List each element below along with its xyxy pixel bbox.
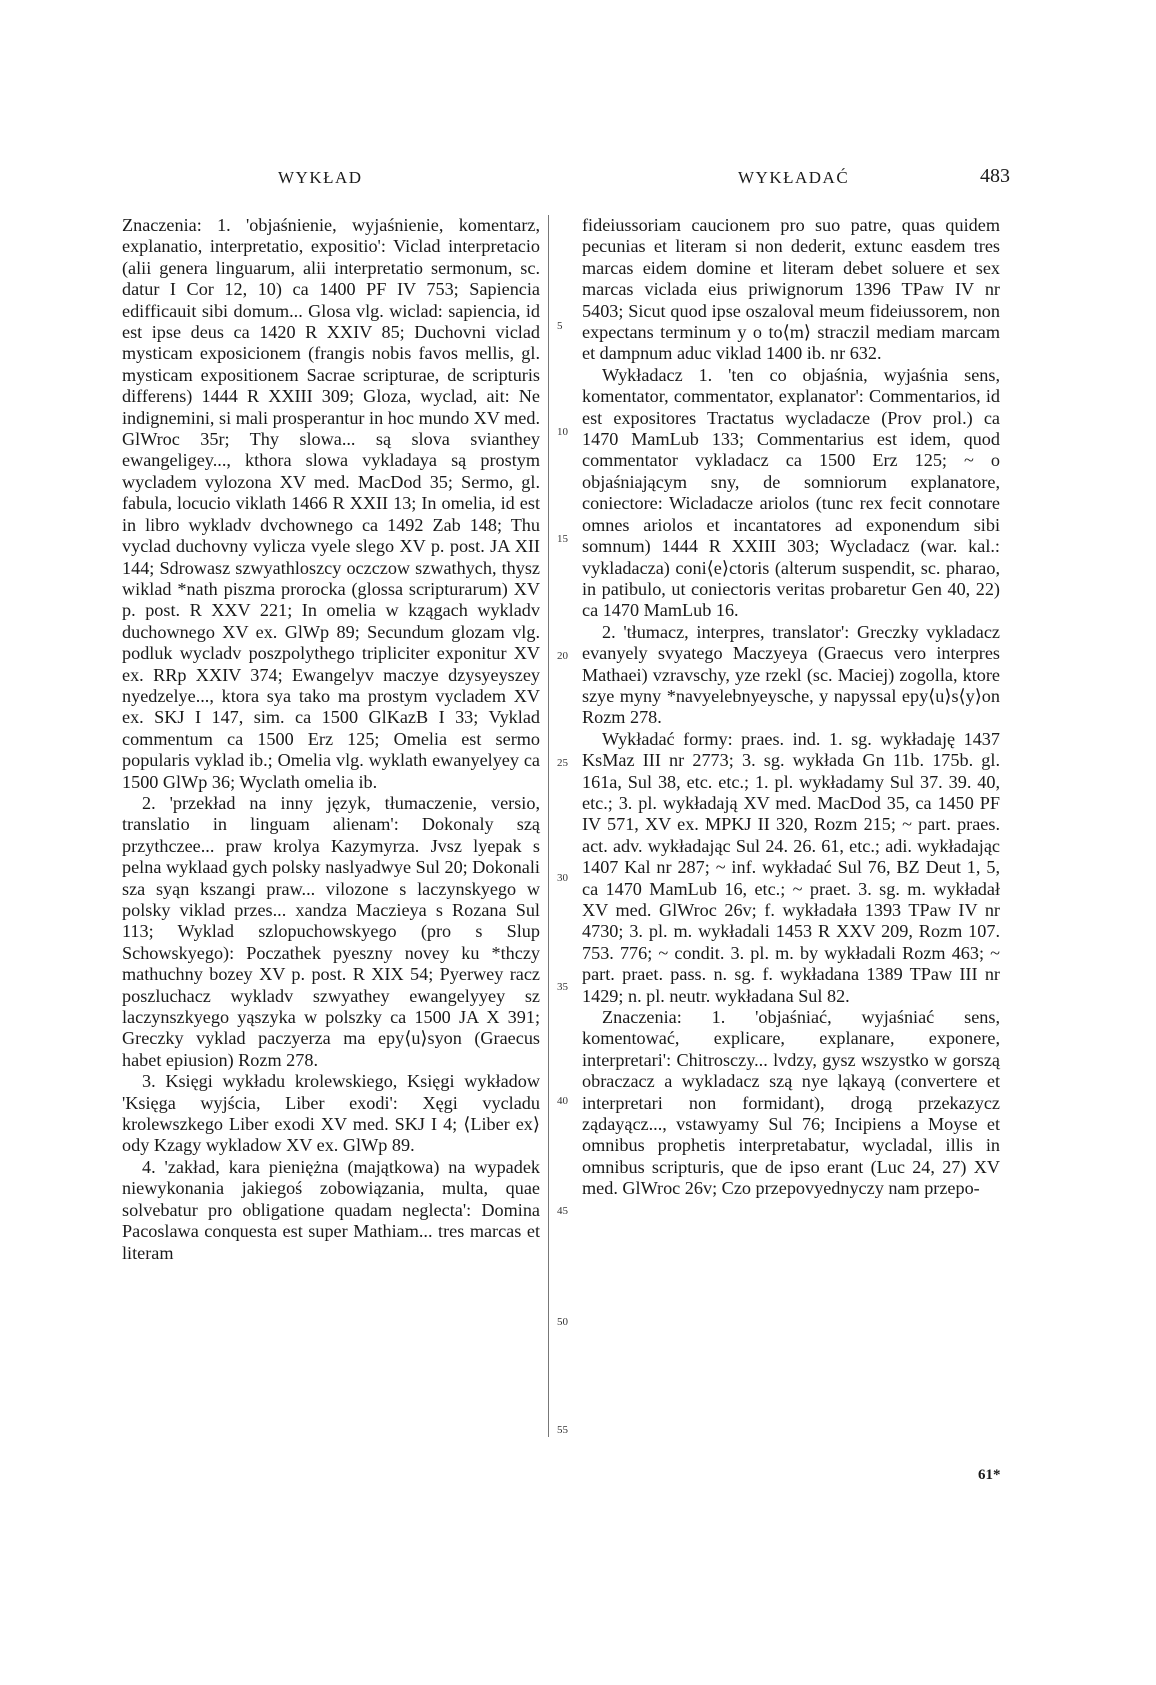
entry-paragraph: Wykładać formy: praes. ind. 1. sg. wykładaję 1437 KsMaz III nr 2773; 3. sg. wykłada Gn 11b. 175b. gl. 161a, Sul 38, etc. etc.; 1. pl. wykładamy Sul 37. 39. 40, etc.; 3. pl. wykładają XV med. MacDod 35, ca 1450 PF IV 571, XV ex. MPKJ II 320, Rozm 215; ~ part. praes. act. adv. wykładając Sul 24. 26. 61, etc.; adi. wykładając 1407 Kal nr 287; ~ inf. wykładać Sul 76, BZ Deut 1, 5, ca 1470 MamLub 16, etc.; ~ praet. 3. sg. m. wykładał XV med. GlWroc 26v; f. wykładała 1393 TPaw IV nr 4730; 3. pl. m. wykładali 1453 R XXV 209, Rozm 107. 753. 776; ~ condit. 3. pl. m. by wykładali Rozm 463; ~ part. praet. pass. n. sg. f. wykładana 1389 TPaw III nr 1429; n. pl. neutr. wykładana Sul 82. xyxy=(582,728,1000,1006)
line-number: 45 xyxy=(557,1205,568,1217)
line-number: 15 xyxy=(557,533,568,545)
entry-paragraph: Znaczenia: 1. 'objaśnienie, wyjaśnienie, komentarz, explanatio, interpretatio, expositio': Viclad interpretacio (alii genera linguarum, alii interpretatio sermonum, sc. datur I Cor 12, 10) ca 1400 PF IV 753; Sapiencia edifficauit sibi domum... Glosa vlg. wiclad: sapiencia, id est ipse deus ca 1420 R XXIV 85; Duchovni viclad mysticam exposicionem (frangis nobis favos mellis, gl. mysticam expositionem Sacrae scripturae, de scripturis differens) 1444 R XXIII 309; Gloza, wyclad, ait: Ne indignemini, si mali prosperantur in hoc mundo XV med. GlWroc 35r; Thy slowa... są slova svianthey ewangeligey..., kthora slowa vykladaya są prostym wycladem vylozona XV med. MacDod 35; Sermo, gl. fabula, locucio viklath 1466 R XXII 13; In omelia, id est in libro wykladv dvchownego ca 1492 Zab 148; Thu vyclad duchovny vylicza vyele slego XV p. post. JA XII 144; Sdrowasz szwyathloszcy oczczow szwathych, thysz wiklad *nath piszma prorocka (glossa scripturarum) XV p. post. R XXV 221; In omelia w kzągach wykladv duchownego XV ex. GlWp 89; Secundum glozam vlg. podluk wycladv poszpolythego tripliciter exponitur XV ex. RRp XXIV 374; Ewangelyv maczye dzysyeyszey nyedzelye..., ktora sya tako ma prostym vycladem XV ex. SKJ I 147, sim. ca 1500 GlKazB I 33; Vyklad commentum ca 1500 Erz 125; Omelia est sermo popularis vyklad ib.; Omelia vlg. wyklath ewanyelyey ca 1500 GlWp 36; Wyclath omelia ib. xyxy=(122,215,540,792)
left-column xyxy=(122,215,540,1264)
signature-mark: 61* xyxy=(978,1467,1001,1483)
line-number: 5 xyxy=(557,320,563,332)
column-divider xyxy=(548,215,549,1437)
entry-paragraph: 4. 'zakład, kara pieniężna (majątkowa) na wypadek niewykonania jakiegoś zobowiązania, multa, quae solvebatur pro obligatione quadam neglecta': Domina Pacoslawa conquesta est super Mathiam... tres marcas et literam xyxy=(122,1156,540,1263)
right-column xyxy=(582,215,1000,1200)
entry-paragraph: 2. 'tłumacz, interpres, translator': Greczky vykladacz evanyely svyatego Maczyeya (Graecus vero interpres Mathaei) vzravschy, yze rzekl (sc. Maciej) zogolla, ktore szye myny *navyelebnyeysche, y napyssal epy⟨u⟩s⟨y⟩on Rozm 278. xyxy=(582,621,1000,728)
line-number: 10 xyxy=(557,426,568,438)
line-number: 35 xyxy=(557,981,568,993)
running-head-right: WYKŁADAĆ xyxy=(738,168,850,187)
page-number: 483 xyxy=(980,165,1010,187)
line-number: 55 xyxy=(557,1424,568,1436)
entry-paragraph: 3. Księgi wykładu krolewskiego, Księgi wykładow 'Księga wyjścia, Liber exodi': Xęgi vycladu krolewszkego Liber exodi XV med. SKJ I 4; ⟨Liber ex⟩ody Kzagy wykladow XV ex. GlWp 89. xyxy=(122,1071,540,1156)
running-head-left: WYKŁAD xyxy=(278,168,363,187)
line-number: 20 xyxy=(557,650,568,662)
entry-paragraph: 2. 'przekład na inny język, tłumaczenie, versio, translatio in linguam alienam': Dokonaly szą przythczee... praw krolya Kazymyrza. Jvsz lyepak s pelna wyklaad gych polsky naslyadwye Sul 20; Dokonali sza syąn kszangi praw... vilozone s laczynskyego w polsky viklad przes... xandza Maczieya s Rozana Sul 113; Wyklad szlopuchowskyego (pro s Slup Schowskyego): Poczathek pyeszny novey ku *thczy mathuchny bozey XV p. post. R XIX 54; Pyerwey racz poszluchacz wykladv szwyathey ewangelyyey sz laczynszkyego yąszyka w polszky ca 1500 JA X 391; Greczky vyklad paczyerza ma epy⟨u⟩syon (Graecus habet epiusion) Rozm 278. xyxy=(122,792,540,1070)
entry-paragraph: Znaczenia: 1. 'objaśniać, wyjaśniać sens, komentować, explicare, explanare, exponere, interpretari': Chitrosczy... lvdzy, gysz wszystko w gorszą obraczacz a wykladacz szą nye ląkayą (convertere et interpretari non formidant), drogą przekazycz ządayącz..., vstawyamy Sul 76; Incipiens a Moyse et omnibus prophetis interpretabatur, wycladal, illis in omnibus scripturis, que de ipso erant (Luc 24, 27) XV med. GlWroc 26v; Czo przepovyednyczy nam przepo- xyxy=(582,1007,1000,1199)
line-number: 30 xyxy=(557,872,568,884)
entry-paragraph: Wykładacz 1. 'ten co objaśnia, wyjaśnia sens, komentator, commentator, explanator': Commentarios, id est expositores Tractatus wycladacze (Prov prol.) ca 1470 MamLub 133; Commentarius est idem, quod commentator vykladacz ca 1500 Erz 125; ~ o objaśniającym sny, de somniorum explanatore, coniectore: Wicladacze ariolos (tunc rex fecit connotare omnes ariolos et incantatores ad exponendum sibi somnum) 1444 R XXIII 303; Wycladacz (war. kal.: vykladacza) coni⟨e⟩ctoris (alterum suspendit, sc. pharao, in patibulo, ut coniectoris veritas probaretur Gen 40, 22) ca 1470 MamLub 16. xyxy=(582,364,1000,621)
line-number: 40 xyxy=(557,1095,568,1107)
entry-paragraph: fideiussoriam caucionem pro suo patre, quas quidem pecunias et literam si non dederit, extunc easdem tres marcas eidem domine et literam debet soluere et sex marcas viclada eius priwignorum 1396 TPaw IV nr 5403; Sicut quod ipse oszaloval meum fideiussorem, non expectans terminum y o to⟨m⟩ straczil mediam marcam et dampnum aduc viklad 1400 ib. nr 632. xyxy=(582,215,1000,364)
line-number: 25 xyxy=(557,757,568,769)
line-number: 50 xyxy=(557,1316,568,1328)
